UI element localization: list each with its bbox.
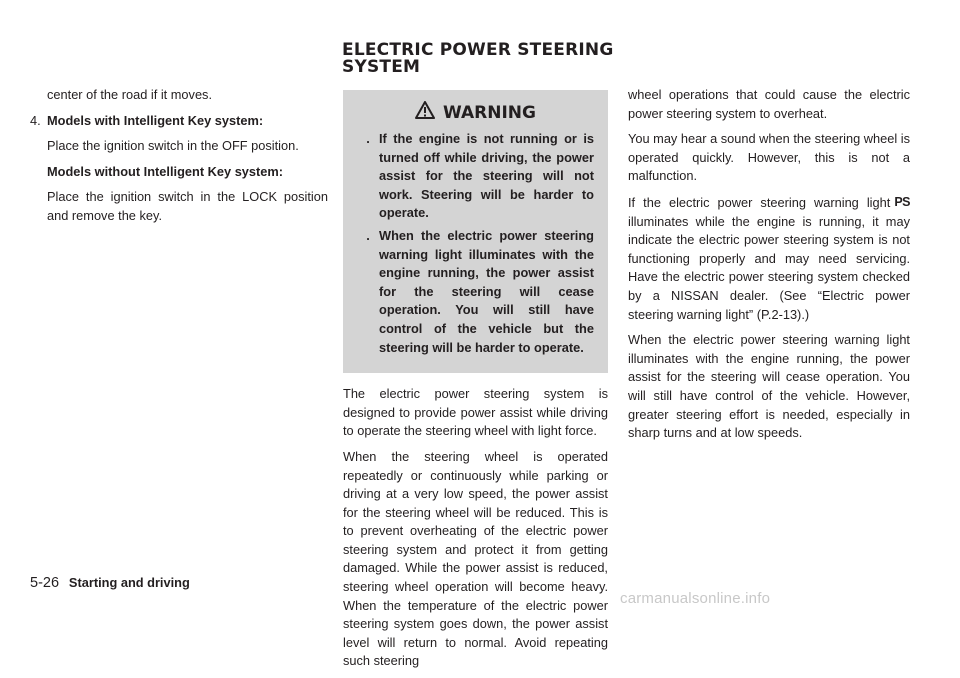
text-after-icon: illuminates while the engine is running, it may indicate the electric power steering system is not functioning properly and may need servicing. Have the electric power steering system checked by a NISSAN dealer. (See “Electric power steering warning light” (P.2-13).) — [628, 213, 910, 322]
step-heading: Models with Intelligent Key system: — [47, 112, 264, 128]
footer-section-name: Starting and driving — [68, 575, 190, 590]
bullet: . — [366, 131, 370, 146]
warning-item-text: When the electric power steering warning light illuminates with the engine running, the power assist for the steering will cease operation. You will still have control of the vehicle but the steering will be harder to operate. — [379, 227, 594, 355]
warning-box — [343, 90, 608, 373]
watermark: carmanualsonline.info — [620, 590, 771, 607]
middle-column — [343, 90, 608, 678]
bullet: . — [366, 227, 370, 243]
sub-heading: Models without Intelligent Key system: — [47, 163, 284, 179]
section-title: ELECTRIC POWER STEERING SYSTEM — [342, 40, 614, 77]
warning-item-text: If the engine is not running or is turned off while driving, the power assist for the steering will not work. Steering will be harder to operate. — [379, 131, 594, 221]
warning-header — [357, 98, 594, 128]
page-number: 5-26 — [30, 575, 60, 591]
page-footer — [30, 574, 190, 591]
ps-warning-light-icon: PS — [894, 194, 910, 209]
sub-text: Place the ignition switch in the LOCK position and remove the key. — [47, 189, 328, 223]
paragraph: wheel operations that could cause the electric power steering system to overheat. — [628, 87, 910, 121]
paragraph: The electric power steering system is designed to provide power assist while driving to operate the steering wheel with light force. — [343, 386, 608, 439]
warning-triangle-icon — [415, 101, 435, 125]
warning-title: WARNING — [443, 102, 536, 123]
paragraph: When the steering wheel is operated repeatedly or continuously while parking or driving at a very low speed, the power assist for the steering wheel will be reduced. This is to prevent overheating of the electric power steering system and protect it from getting damaged. While the power assist is reduced, steering wheel operation will become heavy. When the temperature of the electric power steering system goes down, the power assist level will return to normal. Avoid repeating such steering — [343, 448, 608, 669]
warning-item — [357, 130, 594, 223]
paragraph: You may hear a sound when the steering wheel is operated quickly. However, this is not a malfunction. — [628, 131, 910, 184]
step-4 — [30, 112, 328, 131]
paragraph-with-icon — [628, 193, 910, 324]
continued-text: center of the road if it moves. — [47, 87, 213, 102]
paragraph: When the electric power steering warning light illuminates with the engine running, the power assist for the steering will cease operation. You will still have control of the vehicle. However, greater steering effort is needed, especially in sharp turns and at low speeds. — [628, 332, 910, 441]
step-text: Place the ignition switch in the OFF position. — [47, 138, 299, 154]
left-column — [30, 86, 328, 233]
right-column — [628, 86, 910, 450]
step-number: 4. — [30, 112, 41, 128]
text-before-icon: If the electric power steering warning light — [628, 194, 891, 210]
warning-item — [357, 227, 594, 357]
